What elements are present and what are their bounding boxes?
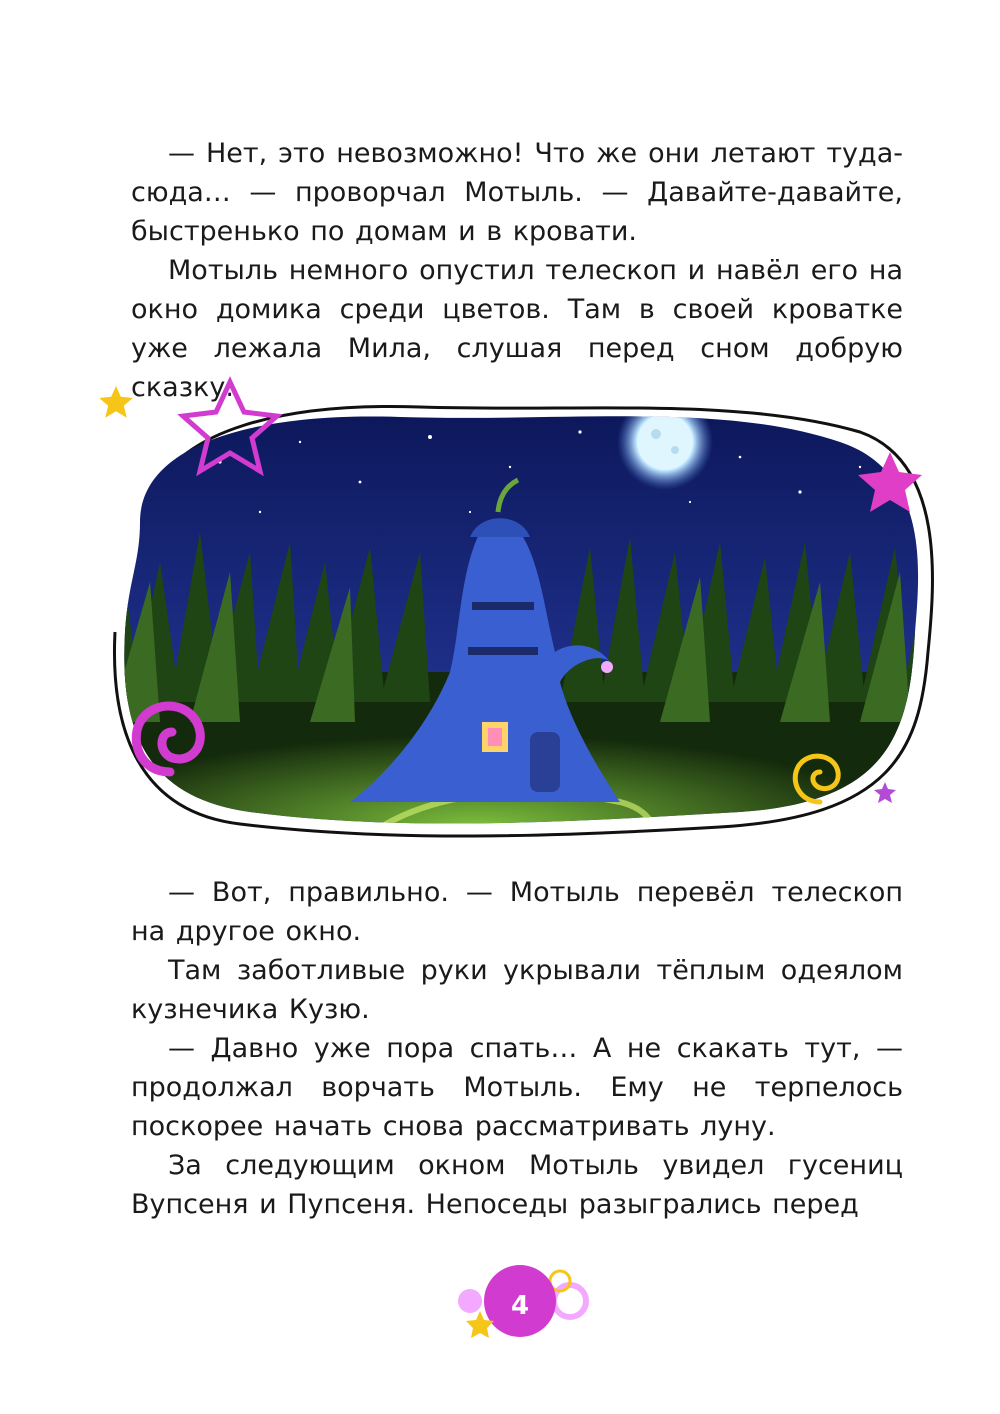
paragraph-6: За следующим окном Мотыль увидел гусениц Вупсеня и Пупсеня. Непоседы разыгрались перед [131,1150,903,1220]
page-number: 4 [510,1291,530,1321]
paragraph-1: — Нет, это невозможно! Что же они летают туда-сюда… — проворчал Мотыль. — Давайте-давайте, быстренько по домам и в кровати. [131,138,903,247]
night-scene-illustration [100,372,940,852]
paragraph-4: Там заботливые руки укрывали тёплым одеялом кузнечика Кузю. [131,955,903,1025]
paragraph-3: — Вот, правильно. — Мотыль перевёл телескоп на другое окно. [131,877,903,947]
paragraph-2: Мотыль немного опустил телескоп и навёл его на окно домика среди цветов. Там в своей кроватке уже лежала Мила, слушая перед сном добрую сказку. [131,255,903,403]
yellow-star-icon [100,386,133,418]
small-violet-star-icon [874,782,896,803]
paragraph-5: — Давно уже пора спать… А не скакать тут, — продолжал ворчать Мотыль. Ему не терпелось поскорее начать снова рассматривать луну. [131,1033,903,1142]
